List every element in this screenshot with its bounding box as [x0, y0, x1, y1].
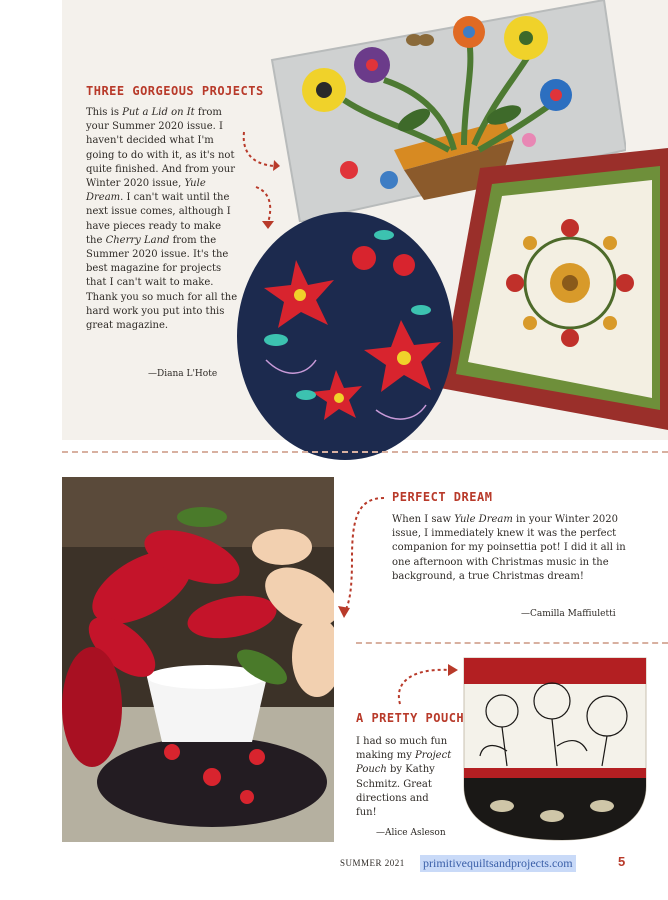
dotted-arrow-icon: [392, 662, 460, 706]
section-body-three-gorgeous-projects: This is Put a Lid on It from your Summer 2020 issue. I haven't decided what I'm going to do with it, as it's not quite finished. And from your Winter 2020 issue, Yule Dream. I can't wait until the next issue comes, although I have pieces ready to make the Cherry Land from the Summer 2020 issue. It's the best magazine for projects that I can't wait to make. Thank you so much for all the hard work you put into this great magazine.: [86, 107, 238, 332]
section-heading-perfect-dream: PERFECT DREAM: [392, 490, 493, 504]
photo-poinsettia-pot: [62, 477, 334, 842]
photo-applique-quilt: [440, 148, 668, 430]
section-heading-a-pretty-pouch: A PRETTY POUCH: [356, 711, 465, 725]
page-number: 5: [618, 854, 626, 869]
section-divider: [356, 642, 668, 644]
section-divider: [62, 451, 668, 453]
footer-website-link[interactable]: primitivequiltsandprojects.com: [420, 855, 576, 872]
signature-camilla: —Camilla Maffiuletti: [521, 609, 616, 619]
photo-project-pouch: [462, 656, 648, 841]
section-body-a-pretty-pouch: I had so much fun making my Project Pouch by Kathy Schmitz. Great directions and fun!: [356, 736, 452, 819]
dotted-arrow-icon: [240, 130, 280, 175]
photo-navy-poinsettia-mat: [236, 210, 454, 462]
dotted-arrow-icon: [338, 488, 388, 623]
section-body-perfect-dream: When I saw Yule Dream in your Winter 2020 issue, I immediately knew it was the perfect companion for my poinsettia pot! I did it all in one afternoon with Christmas music in the background, a true Christmas dream!: [392, 514, 626, 582]
signature-diana: —Diana L'Hote: [148, 369, 218, 379]
footer-issue: SUMMER 2021: [340, 858, 405, 868]
dotted-arrow-icon: [252, 185, 282, 230]
section-heading-three-gorgeous-projects: THREE GORGEOUS PROJECTS: [86, 84, 264, 98]
signature-alice: —Alice Asleson: [376, 828, 446, 838]
